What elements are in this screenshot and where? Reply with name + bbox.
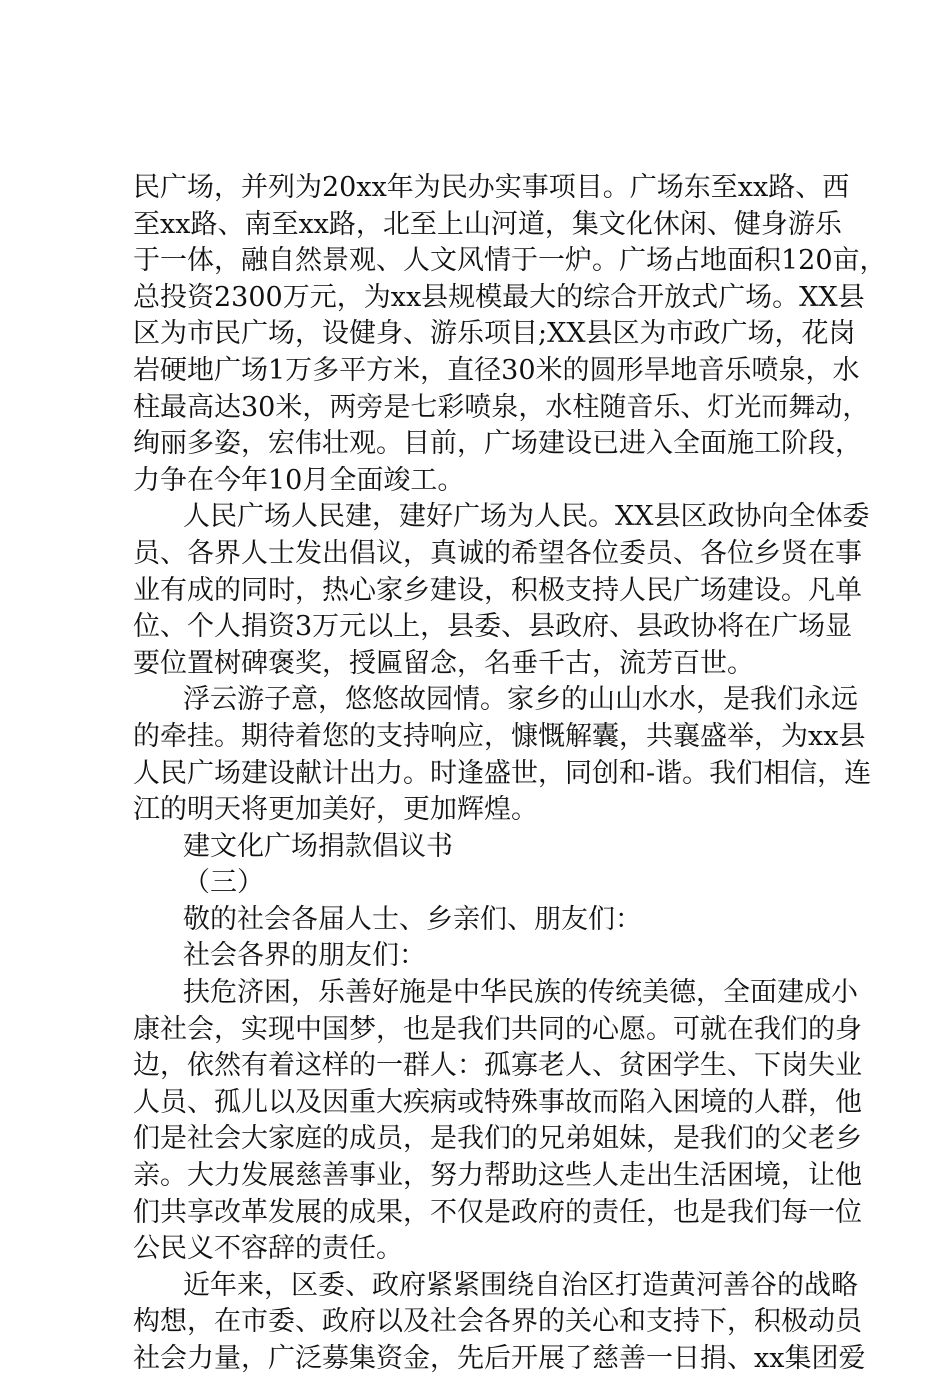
text-line: 于一体，融自然景观、人文风情于一炉。广场占地面积120亩， [133, 245, 887, 277]
text-line: 亲。大力发展慈善事业，努力帮助这些人走出生活困境，让他 [133, 1160, 862, 1192]
text-line: 们是社会大家庭的成员，是我们的兄弟姐妹，是我们的父老乡 [133, 1123, 862, 1155]
text-line: 员、各界人士发出倡议，真诚的希望各位委员、各位乡贤在事 [133, 537, 862, 569]
document-body [133, 170, 887, 1378]
text-line: 位、个人捐资3万元以上，县委、县政府、县政协将在广场显 [133, 611, 853, 643]
text-line: 构想，在市委、政府以及社会各界的关心和支持下，积极动员 [133, 1306, 862, 1338]
text-line: 近年来，区委、政府紧紧围绕自治区打造黄河善谷的战略 [183, 1269, 858, 1301]
text-line: 江的明天将更加美好，更加辉煌。 [133, 794, 538, 826]
text-line: 至xx路、南至xx路，北至上山河道，集文化休闲、健身游乐 [133, 208, 842, 240]
text-line: （三） [183, 867, 264, 899]
text-line: 的牵挂。期待着您的支持响应，慷慨解囊，共襄盛举，为xx县 [133, 720, 866, 752]
text-line: 建文化广场捐款倡议书 [183, 830, 453, 862]
text-line: 业有成的同时，热心家乡建设，积极支持人民广场建设。凡单 [133, 574, 862, 606]
text-line: 区为市民广场，设健身、游乐项目;XX县区为市政广场，花岗 [133, 318, 856, 350]
text-line: 要位置树碑褒奖，授匾留念，名垂千古，流芳百世。 [133, 647, 754, 679]
text-line: 总投资2300万元，为xx县规模最大的综合开放式广场。XX县 [133, 281, 865, 313]
text-line: 边，依然有着这样的一群人：孤寡老人、贫困学生、下岗失业 [133, 1050, 862, 1082]
paragraph-p7 [133, 938, 833, 975]
paragraph-p9 [133, 1268, 866, 1378]
text-line: 扶危济困，乐善好施是中华民族的传统美德，全面建成小 [183, 977, 858, 1009]
paragraph-p8 [133, 975, 862, 1268]
text-line: 浮云游子意，悠悠故园情。家乡的山山水水，是我们永远 [183, 684, 858, 716]
text-line: 绚丽多姿，宏伟壮观。目前，广场建设已进入全面施工阶段， [133, 428, 862, 460]
text-line: 社会力量，广泛募集资金，先后开展了慈善一日捐、xx集团爱 [133, 1343, 866, 1374]
text-line: 敬的社会各届人士、乡亲们、朋友们： [183, 903, 642, 935]
text-line: 人员、孤儿以及因重大疾病或特殊事故而陷入困境的人群，他 [133, 1086, 862, 1118]
text-line: 人民广场人民建，建好广场为人民。XX县区政协向全体委 [183, 501, 870, 533]
paragraph-p5 [133, 865, 833, 902]
paragraph-p2 [133, 499, 870, 682]
text-line: 人民广场建设献计出力。时逢盛世，同创和-谐。我们相信，连 [133, 757, 872, 789]
text-line: 柱最高达30米，两旁是七彩喷泉，水柱随音乐、灯光而舞动， [133, 391, 870, 423]
paragraph-p6 [133, 902, 833, 939]
text-line: 岩硬地广场1万多平方米，直径30米的圆形旱地音乐喷泉，水 [133, 354, 860, 386]
text-line: 力争在今年10月全面竣工。 [133, 464, 465, 496]
paragraph-p3 [133, 682, 872, 828]
text-line: 们共享改革发展的成果，不仅是政府的责任，也是我们每一位 [133, 1196, 862, 1228]
paragraph-p1 [133, 170, 887, 499]
text-line: 康社会，实现中国梦，也是我们共同的心愿。可就在我们的身 [133, 1013, 862, 1045]
text-line: 社会各界的朋友们： [183, 940, 426, 972]
text-line: 公民义不容辞的责任。 [133, 1233, 403, 1265]
text-line: 民广场，并列为20xx年为民办实事项目。广场东至xx路、西 [133, 172, 850, 203]
paragraph-p4 [133, 829, 833, 866]
